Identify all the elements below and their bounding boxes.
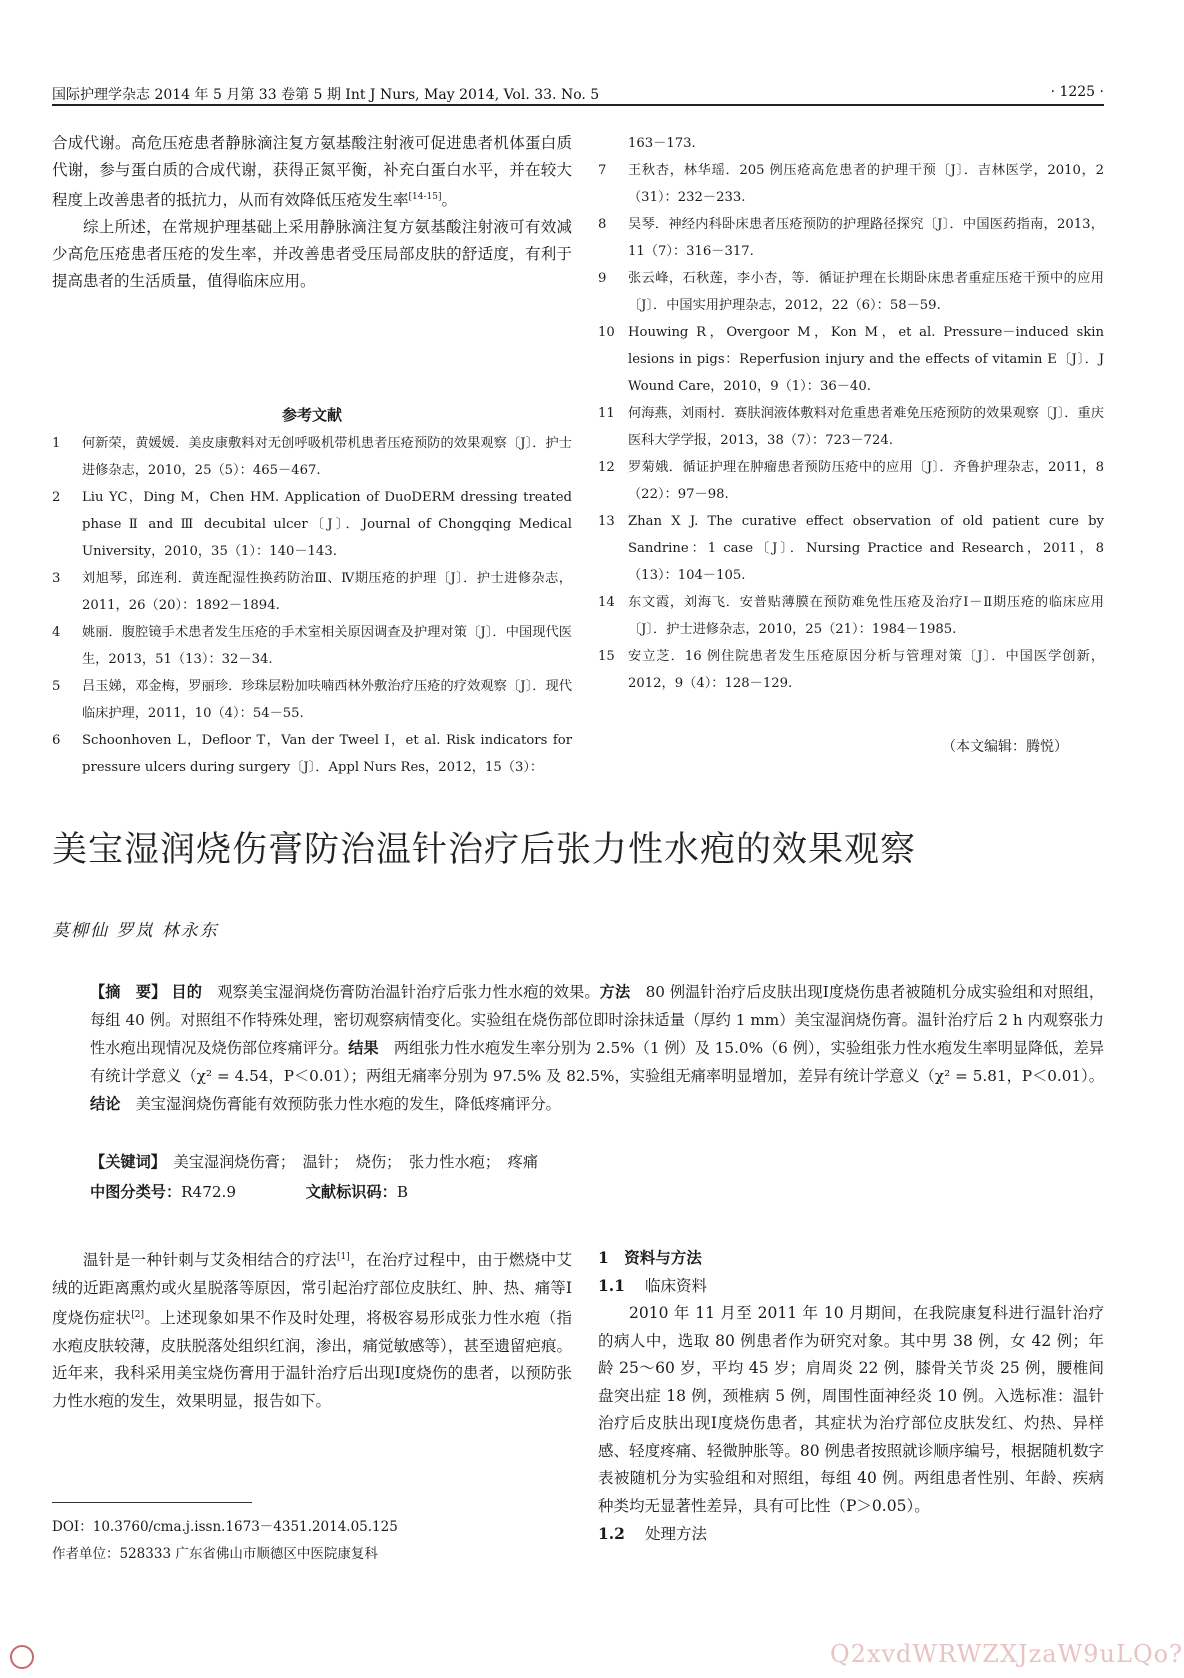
citation: [1] xyxy=(336,1252,350,1262)
references-right-column xyxy=(598,130,1104,697)
reference-item: 6 Schoonhoven L，Defloor T，Van der Tweel I，et al. Risk indicators for pressure ulcers during surgery〔J〕．Appl Nurs Res，2012，15（3）： xyxy=(52,733,572,775)
result-label: 结果 xyxy=(348,1039,379,1057)
citation: [14-15] xyxy=(408,192,442,202)
publisher-logo-icon xyxy=(10,1645,34,1669)
article-authors: 莫柳仙 罗岚 林永东 xyxy=(52,921,219,941)
subsection-heading: 1.2 处理方法 xyxy=(598,1524,707,1543)
reference-item: 1 何新荣，黄媛媛．美皮康敷料对无创呼吸机带机患者压疮预防的效果观察〔J〕．护士进修杂志，2010，25（5）：465－467. xyxy=(52,436,572,478)
journal-citation: 国际护理学杂志 2014 年 5 月第 33 卷第 5 期 Int J Nurs, May 2014, Vol. 33. No. 5 xyxy=(52,87,600,103)
reference-item: 8 吴琴．神经内科卧床患者压疮预防的护理路径探究〔J〕．中国医药指南，2013，11（7）：316－317. xyxy=(598,217,1104,259)
citation: [2] xyxy=(131,1310,145,1321)
abstract-label: 【摘 要】 xyxy=(90,983,167,1001)
clc-label: 中图分类号： xyxy=(90,1183,182,1201)
reference-item: 12 罗菊娥．循证护理在肿瘤患者预防压疮中的应用〔J〕．齐鲁护理杂志，2011，8（22）：97－98. xyxy=(598,460,1104,502)
page-number: · 1225 · xyxy=(1050,84,1104,100)
methods-text xyxy=(598,1244,1104,1549)
reference-item: 14 东文霞，刘海飞．安普贴薄膜在预防难免性压疮及治疗Ⅰ－Ⅱ期压疮的临床应用〔J〕．护士进修杂志，2010，25（21）：1984－1985. xyxy=(598,595,1104,637)
reference-item: 11 何海燕，刘雨村．赛肤润液体敷料对危重患者难免压疮预防的效果观察〔J〕．重庆医科大学学报，2013，38（7）：723－724. xyxy=(598,406,1104,448)
subsection-heading: 1.1 临床资料 xyxy=(598,1275,707,1295)
doi: DOI：10.3760/cma.j.issn.1673－4351.2014.05.125 xyxy=(52,1519,398,1535)
references-left-column xyxy=(52,430,572,781)
keywords-label: 【关键词】 xyxy=(90,1153,159,1171)
reference-item: 7 王秋杏，林华瑶．205 例压疮高危患者的护理干预〔J〕．吉林医学，2010，2（31）：232－233. xyxy=(598,163,1104,205)
editor-note: （本文编辑：腾悦） xyxy=(942,739,1068,755)
reference-continuation: 163－173. xyxy=(628,136,696,151)
reference-item: 3 刘旭琴，邱连利．黄连配湿性换药防治Ⅲ、Ⅳ期压疮的护理〔J〕．护士进修杂志，2011，26（20）：1892－1894. xyxy=(52,571,572,613)
prev-paragraph-1: 合成代谢。高危压疮患者静脉滴注复方氨基酸注射液可促进患者机体蛋白质代谢，参与蛋白质的合成代谢，获得正氮平衡，补充白蛋白水平，并在较大程度上改善患者的抵抗力，从而有效降低压疮发生率[14-15]。 xyxy=(52,134,572,210)
references-title: 参考文献 xyxy=(281,406,342,424)
header-rule xyxy=(52,104,1104,106)
article-title: 美宝湿润烧伤膏防治温针治疗后张力性水疱的效果观察 xyxy=(52,830,917,870)
intro-text xyxy=(52,1244,572,1415)
conclusion-label: 结论 xyxy=(90,1095,121,1113)
reference-item: 5 吕玉娣，邓金梅，罗丽珍．珍珠层粉加呋喃西林外敷治疗压疮的疗效观察〔J〕．现代临床护理，2011，10（4）：54－55. xyxy=(52,679,572,721)
reference-item: 2 Liu YC，Ding M，Chen HM. Application of DuoDERM dressing treated phase Ⅱ and Ⅲ decubital ulcer〔J〕．Journal of Chongqing Medical University，2010，35（1）：140－143. xyxy=(52,490,572,559)
keywords: 【关键词】 美宝湿润烧伤膏； 温针； 烧伤； 张力性水疱； 疼痛 xyxy=(90,1153,539,1171)
watermark: Q2xvdWRWZXJzaW9uLQo? xyxy=(830,1640,1183,1668)
reference-item: 4 姚丽．腹腔镜手术患者发生压疮的手术室相关原因调查及护理对策〔J〕．中国现代医生，2013，51（13）：32－34. xyxy=(52,625,572,667)
section-heading: 1 资料与方法 xyxy=(598,1248,702,1267)
footnote-rule xyxy=(52,1502,252,1503)
affiliation: 作者单位：528333 广东省佛山市顺德区中医院康复科 xyxy=(52,1546,378,1562)
methods-paragraph: 2010 年 11 月至 2011 年 10 月期间，在我院康复科进行温针治疗的病人中，选取 80 例患者作为研究对象。其中男 38 例，女 42 例；年龄 25～60 岁，平均 45 岁；肩周炎 22 例，膝骨关节炎 25 例，腰椎间盘突出症 18 例，颈椎病 5 例，周围性面神经炎 10 例。入选标准：温针治疗后皮肤出现Ⅰ度烧伤患者，其症状为治疗部位皮肤发红、灼热、异样感、轻度疼痛、轻微肿胀等。80 例患者按照就诊顺序编号，根据随机数字表被随机分为实验组和对照组，每组 40 例。两组患者性别、年龄、疾病种类均无显著性差异，具有可比性（P＞0.05）。 xyxy=(598,1304,1104,1515)
reference-item: 13 Zhan X J. The curative effect observation of old patient cure by Sandrine：1 case〔J〕．Nursing Practice and Research，2011，8（13）：104－105. xyxy=(598,514,1104,583)
objective-label: 目的 xyxy=(171,983,203,1001)
method-label: 方法 xyxy=(599,983,631,1001)
doc-code-label: 文献标识码： xyxy=(305,1183,397,1201)
prev-paragraph-2: 综上所述，在常规护理基础上采用静脉滴注复方氨基酸注射液可有效减少高危压疮患者压疮的发生率，并改善患者受压局部皮肤的舒适度，有利于提高患者的生活质量，值得临床应用。 xyxy=(52,218,572,291)
reference-item: 15 安立芝．16 例住院患者发生压疮原因分析与管理对策〔J〕．中国医学创新，2012，9（4）：128－129. xyxy=(598,649,1104,691)
classification: 中图分类号：R472.9 文献标识码：B xyxy=(90,1183,408,1201)
abstract: 【摘 要】 目的 观察美宝湿润烧伤膏防治温针治疗后张力性水疱的效果。方法 80 例温针治疗后皮肤出现Ⅰ度烧伤患者被随机分成实验组和对照组，每组 40 例。对照组不作特殊处理，密切观察病情变化。实验组在烧伤部位即时涂抹适量（厚约 1 mm）美宝湿润烧伤膏。温针治疗后 2 h 内观察张力性水疱出现情况及烧伤部位疼痛评分。结果 两组张力性水疱发生率分别为 2.5%（1 例）及 15.0%（6 例），实验组张力性水疱发生率明显降低，差异有统计学意义（χ² = 4.54，P＜0.01）；两组无痛率分别为 97.5% 及 82.5%，实验组无痛率明显增加，差异有统计学意义（χ² = 5.81，P＜0.01）。结论 美宝湿润烧伤膏能有效预防张力性水疱的发生，降低疼痛评分。 xyxy=(90,983,1105,1113)
prev-article-text xyxy=(52,130,572,295)
reference-item: 10 Houwing R，Overgoor M，Kon M，et al. Pressure－induced skin lesions in pigs：Reperfusion injury and the effects of vitamin E〔J〕．J Wound Care，2010，9（1）：36－40. xyxy=(598,325,1104,394)
intro-paragraph: 温针是一种针刺与艾灸相结合的疗法[1]，在治疗过程中，由于燃烧中艾绒的近距离熏灼或火星脱落等原因，常引起治疗部位皮肤红、肿、热、痛等Ⅰ度烧伤症状[2]。上述现象如果不作及时处理，将极容易形成张力性水疱（指水疱皮肤较薄，皮肤脱落处组织红润，渗出，痛觉敏感等），甚至遗留疤痕。近年来，我科采用美宝烧伤膏用于温针治疗后出现Ⅰ度烧伤的患者，以预防张力性水疱的发生，效果明显，报告如下。 xyxy=(52,1251,572,1410)
reference-item: 9 张云峰，石秋莲，李小杏，等．循证护理在长期卧床患者重症压疮干预中的应用〔J〕．中国实用护理杂志，2012，22（6）：58－59. xyxy=(598,271,1104,313)
